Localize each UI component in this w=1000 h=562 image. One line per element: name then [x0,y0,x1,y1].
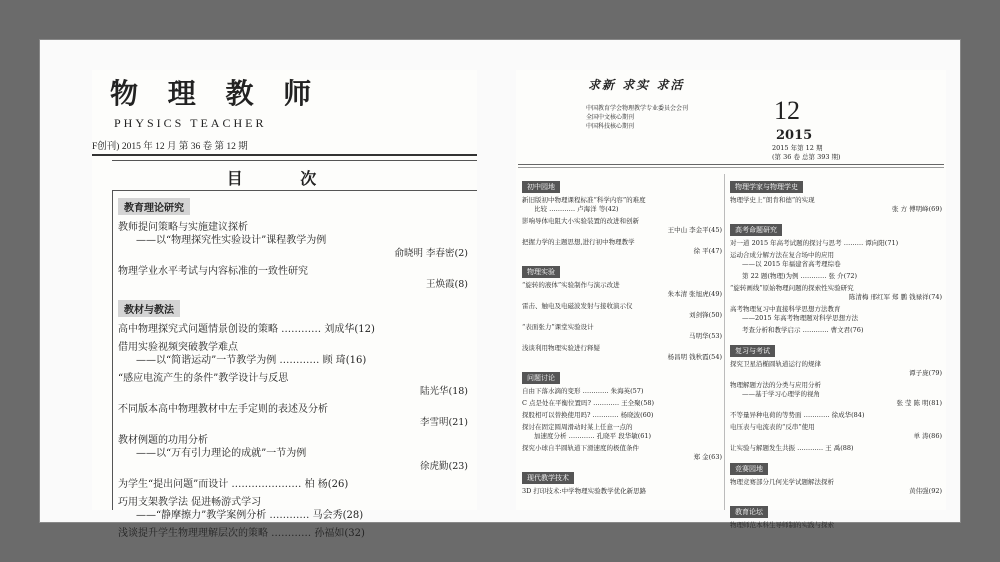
entry-subtitle: 第 22 题(物理)为例 ………… 张 介(72) [742,272,858,280]
toc-entry[interactable] [730,196,942,214]
toc-entry[interactable] [118,403,468,429]
entry-title: 自由下落水滴的变形 ………… 朱海英(57) [522,387,644,395]
issue-info-line: (第 36 卷 总第 393 期) [772,153,841,161]
entry-gap [118,540,468,545]
entry-subtitle: 考查分析和教学启示 ………… 曹文君(76) [742,326,864,334]
entry-title: 教材例题的功用分析 [118,435,208,446]
toc-entry[interactable] [522,238,722,256]
entry-title: 物理学史上“朗肯和德”的实现 [730,196,815,204]
section-heading: 教材与教法 [118,300,180,317]
entry-gap [730,530,942,533]
entry-title: 让实验与解题发生共振 ………… 王 禹(88) [730,444,854,452]
right-page-left-column [522,174,722,499]
toc-entry[interactable] [522,423,722,441]
header-rule-thin [112,160,477,161]
publisher-line: 中国科技核心期刊 [586,123,635,130]
toc-entry[interactable] [730,521,942,530]
toc-entry[interactable] [118,496,468,522]
journal-english-title: PHYSICS TEACHER [114,116,267,130]
issue-number: 12 [774,96,800,125]
entry-subtitle: ——以“万有引力理论的成就”一节为例 [136,448,307,459]
toc-entry[interactable] [522,281,722,299]
issue-line: F创刊) 2015 年 12 月 第 36 卷 第 12 期 [92,142,248,152]
entry-title: 雷击、触电及电磁波发射与接收演示仪 [522,302,633,310]
entry-title: 物理师范本科生导师制的实践与探索 [730,521,834,529]
entry-title: 高考物理复习中直接科学思想方法教育 [730,305,841,313]
toc-entry[interactable] [730,305,942,323]
entry-title: 影响导体电阻大小实验装置的改进和创新 [522,217,639,225]
contents-side-rule [112,190,113,510]
entry-title: 新旧版初中物理课程标准“科学内容”的难度 [522,196,646,204]
toc-entry[interactable] [522,387,722,396]
section-heading: 物理学家与物理学史 [730,181,803,193]
entry-title: 不同版本高中物理教材中左手定则的表述及分析 [118,404,328,415]
entry-subtitle: ——“静摩擦力”教学案例分析 ………… 马会秀(28) [136,510,364,521]
toc-entry[interactable] [118,527,468,540]
entry-title: 为学生“提出问题”而设计 ………………… 柏 杨(26) [118,479,349,490]
viewer-frame [40,40,960,539]
toc-entry[interactable] [730,272,942,281]
toc-entry[interactable] [522,217,722,235]
entry-title: 探究卫星沿椭圆轨道运行的规律 [730,360,821,368]
toc-entry[interactable] [118,372,468,398]
toc-entry[interactable] [118,434,468,473]
toc-entry[interactable] [118,341,468,367]
entry-title: 物理解题方法的分类与应用分析 [730,381,821,389]
entry-title: 运动合成分解方法在复合场中的应用 [730,251,834,259]
issue-info-line: 2015 年第 12 期 [772,144,823,152]
section-heading: 初中园地 [522,181,560,193]
entry-title: 巧用支架教学法 促进畅游式学习 [118,497,262,508]
entry-subtitle: ——以“物理探究性实验设计”课程教学为例 [136,235,327,246]
issue-info [772,144,841,162]
entry-gap [118,291,468,296]
table-of-contents [118,194,468,545]
section-heading: 高考命题研究 [730,224,782,236]
publisher-line: 中国教育学会物理教学专业委员会会刊 [586,105,689,112]
entry-title: 探讨在固定圆周滑动时某上任意一点的 [522,423,633,431]
entry-gap [522,256,722,259]
motto: 求新 求实 求活 [588,78,685,92]
entry-gap [730,496,942,499]
toc-entry[interactable] [522,444,722,462]
column-divider [724,174,725,510]
toc-entry[interactable] [522,411,722,420]
toc-entry[interactable] [118,323,468,336]
entry-author: 刘剑锋(50) [689,311,722,319]
right-header-rule [518,164,944,165]
entry-title: 高中物理探究式问题情景创设的策略 ………… 刘成华(12) [118,324,375,335]
entry-title: 对一道 2015 年高考试题的探讨与思考 ……… 谭向阳(71) [730,239,899,247]
entry-title: 不等量异种电荷的等势面 ………… 徐成华(84) [730,411,865,419]
toc-entry[interactable] [730,284,942,302]
toc-entry[interactable] [522,323,722,341]
section-heading: 物理实验 [522,266,560,278]
toc-entry[interactable] [730,423,942,441]
entry-gap [730,335,942,338]
entry-author: 王中山 李金平(45) [667,226,722,234]
toc-entry[interactable] [730,360,942,378]
entry-title: 3D 打印技术:中学物理实验教学优化新思路 [522,487,647,495]
toc-entry[interactable] [730,381,942,408]
contents-rule [112,190,477,191]
section-heading: 复习与考试 [730,345,775,357]
contents-heading: 目 次 [226,169,343,188]
entry-author: 黄伟强(92) [909,487,942,495]
entry-gap [730,453,942,456]
section-heading: 教育理论研究 [118,198,190,215]
right-header-rule-2 [518,167,944,168]
entry-author: 王焕霞(8) [426,279,468,290]
entry-author: 单 涛(86) [913,432,942,440]
toc-entry[interactable] [522,487,722,496]
entry-title: “感应电流产生的条件”教学设计与反思 [118,373,289,384]
entry-title: “旋转画线”原始物理问题的探索性实验研究 [730,284,854,292]
entry-title: 借用实验视频突破教学难点 [118,342,238,353]
section-heading: 问题讨论 [522,372,560,384]
entry-author: 陈清梅 邢红军 郑 鹏 钱禄祥(74) [848,293,942,301]
entry-gap [730,214,942,217]
entry-title: 教师提问策略与实施建议探析 [118,222,248,233]
toc-entry[interactable] [522,344,722,362]
entry-author: 张 莹 陈 明(81) [896,399,942,407]
section-heading: 教育论坛 [730,506,768,518]
entry-author: 徐虎勤(23) [419,461,468,472]
entry-title: 浅谈利用物理实验进行释疑 [522,344,600,352]
entry-title: 探究小球自半圆轨道下滑速度的极值条件 [522,444,639,452]
entry-author: 杨昌明 钱秋霞(54) [667,353,722,361]
left-page [92,70,477,539]
publisher-info [586,104,688,131]
toc-entry[interactable] [730,444,942,453]
entry-author: 徐 平(47) [693,247,722,255]
entry-author: 张 方 傅明峰(69) [892,205,942,213]
toc-entry[interactable] [118,221,468,260]
entry-gap [522,462,722,465]
section-heading: 竞赛园地 [730,463,768,475]
toc-entry[interactable] [118,478,468,491]
toc-entry[interactable] [730,239,942,248]
entry-author: 郑 金(63) [693,453,722,461]
entry-title: C 点是处在平衡位置吗? ………… 王全聚(58) [522,399,654,407]
entry-author: 俞晓明 李春密(2) [394,248,468,259]
toc-entry[interactable] [730,251,942,269]
toc-entry[interactable] [118,265,468,291]
entry-author: 马明华(53) [689,332,722,340]
entry-title: 探股相可以替换使用吗? ………… 杨晓波(60) [522,411,654,419]
entry-subtitle: ——以 2015 年福建省高考理综卷 [742,260,841,268]
toc-entry[interactable] [730,411,942,420]
right-page [516,70,946,529]
entry-title: 电压表与电流表的“反串”使用 [730,423,815,431]
entry-subtitle: 加速度分析 ………… 孔晓平 段华敏(61) [534,432,652,440]
issue-year: 2015 [776,128,813,143]
entry-author: 朱本清 张旭虎(49) [667,290,722,298]
entry-gap [522,496,722,499]
toc-entry[interactable] [522,399,722,408]
right-page-right-column [730,174,942,533]
entry-title: 物理学业水平考试与内容标准的一致性研究 [118,266,308,277]
entry-author: 谭子庞(79) [909,369,942,377]
toc-entry[interactable] [730,326,942,335]
publisher-line: 全国中文核心期刊 [586,114,635,121]
toc-entry[interactable] [522,196,722,214]
entry-subtitle: 比较 ………… 卢海洋 等(42) [534,205,619,213]
entry-subtitle: ——基于学习心理学的视角 [742,390,820,398]
toc-entry[interactable] [522,302,722,320]
section-heading: 现代教学技术 [522,472,574,484]
journal-title: 物 理 教 师 [110,77,322,110]
entry-subtitle: ——2015 年高考物理题对科学思想方法 [742,314,859,322]
entry-title: 物理竞赛部分几何光学试题解法探析 [730,478,834,486]
entry-subtitle: ——以“简谐运动”一节教学为例 ………… 顾 琦(16) [136,355,367,366]
entry-title: 浅谈提升学生物理理解层次的策略 ………… 孙福如(32) [118,528,365,539]
entry-gap [522,362,722,365]
entry-title: “表面张力”课堂实验设计 [522,323,594,331]
entry-author: 李雪明(21) [419,417,468,428]
toc-entry[interactable] [730,478,942,496]
entry-title: “旋转的液体”实验制作与演示改进 [522,281,620,289]
header-rule [92,154,477,156]
entry-title: 把握力学的主题思想,进行初中物理教学 [522,238,635,246]
entry-author: 陆光华(18) [419,386,468,397]
